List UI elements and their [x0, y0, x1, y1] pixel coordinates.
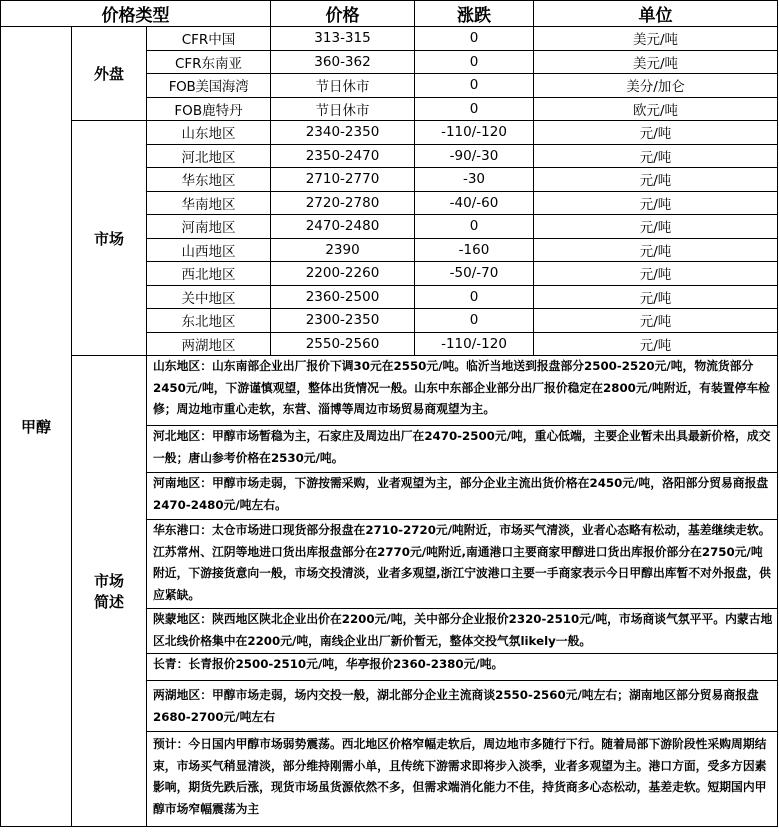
row-unit: 美元/吨: [534, 27, 778, 51]
summary-row: [1, 356, 778, 426]
row-unit: 元/吨: [534, 332, 778, 356]
row-price: 313-315: [271, 27, 415, 51]
row-name: 河北地区: [147, 144, 271, 168]
row-unit: 元/吨: [534, 309, 778, 333]
row-unit: 元/吨: [534, 285, 778, 309]
row-unit: 元/吨: [534, 262, 778, 286]
row-name: 西北地区: [147, 262, 271, 286]
row-change: 0: [415, 97, 534, 121]
row-name: 河南地区: [147, 215, 271, 239]
row-price: 2340-2350: [271, 121, 415, 145]
summary-forecast: 预计：今日国内甲醇市场弱势震荡。西北地区价格窄幅走软后，周边地市多随行下行。随着局部下游阶段性采购周期结束，市场买气稍显清淡，部分维持刚需小单，且传统下游需求即将步入淡季，业者多观望为主。港口方面，受多方因素影响，期货先跌后涨，现货市场虽货源依然不多，但需求端消化能力不佳，持货商多心态松动，基差走软。短期国内甲醇市场窄幅震荡为主: [147, 732, 778, 827]
summary-label-line2: 简述: [93, 593, 124, 611]
row-name: 华南地区: [147, 191, 271, 215]
row-name: 华东地区: [147, 168, 271, 192]
row-name: CFR东南亚: [147, 50, 271, 74]
row-price: 节日休市: [271, 74, 415, 98]
row-unit: 元/吨: [534, 121, 778, 145]
row-unit: 元/吨: [534, 168, 778, 192]
row-name: FOB鹿特丹: [147, 97, 271, 121]
row-change: 0: [415, 215, 534, 239]
header-row: [1, 1, 778, 27]
product-label: 甲醇: [1, 27, 72, 827]
header-unit: 单位: [534, 1, 778, 27]
market-group-label: 市场: [72, 121, 147, 356]
row-price: 360-362: [271, 50, 415, 74]
summary-hebei: 河北地区：甲醇市场暂稳为主，石家庄及周边出厂在2470-2500元/吨，重心低端，主要企业暂未出具最新价格，成交一般；唐山参考价格在2530元/吨。: [147, 426, 778, 473]
row-change: -110/-120: [415, 332, 534, 356]
row-change: 0: [415, 74, 534, 98]
outer-group-label: 外盘: [72, 27, 147, 121]
row-price: 2710-2770: [271, 168, 415, 192]
table-row: [1, 27, 778, 51]
summary-shandong: 山东地区：山东南部企业出厂报价下调30元在2550元/吨。临沂当地送到报盘部分2500-2520元/吨，物流货部分2450元/吨，下游谨慎观望，整体出货情况一般。山东中东部企业部分出厂报价稳定在2800元/吨附近，有装置停车检修；周边地市重心走软，东营、淄博等周边市场贸易商观望为主。: [147, 356, 778, 426]
row-name: CFR中国: [147, 27, 271, 51]
row-name: 关中地区: [147, 285, 271, 309]
row-change: 0: [415, 285, 534, 309]
row-change: -160: [415, 238, 534, 262]
row-price: 2390: [271, 238, 415, 262]
row-price: 节日休市: [271, 97, 415, 121]
row-change: 0: [415, 309, 534, 333]
row-price: 2360-2500: [271, 285, 415, 309]
summary-label-line1: 市场: [93, 572, 124, 590]
row-price: 2350-2470: [271, 144, 415, 168]
row-price: 2200-2260: [271, 262, 415, 286]
summary-changqing: 长青：长青报价2500-2510元/吨，华亭报价2360-2380元/吨。: [147, 654, 778, 681]
row-price: 2470-2480: [271, 215, 415, 239]
header-price: 价格: [271, 1, 415, 27]
row-price: 2720-2780: [271, 191, 415, 215]
row-unit: 欧元/吨: [534, 97, 778, 121]
row-change: 0: [415, 50, 534, 74]
table-row: [1, 121, 778, 145]
row-unit: 美元/吨: [534, 50, 778, 74]
summary-henan: 河南地区：甲醇市场走弱，下游按需采购，业者观望为主，部分企业主流出货价格在2450元/吨，洛阳部分贸易商报盘2470-2480元/吨左右。: [147, 473, 778, 520]
row-change: -50/-70: [415, 262, 534, 286]
row-name: 山西地区: [147, 238, 271, 262]
summary-huadong: 华东港口：太仓市场进口现货部分报盘在2710-2720元/吨附近，市场买气清淡，业者心态略有松动，基差继续走软。江苏常州、江阴等地进口货出库报盘部分在2770元/吨附近,南通港口主要商家甲醇进口货出库报价部分在2750元/吨附近，下游接货意向一般，市场交投清淡，业者多观望,浙江宁波港口主要一手商家表示今日甲醇出库暂不对外报盘，供应紧缺。: [147, 520, 778, 609]
row-unit: 元/吨: [534, 144, 778, 168]
row-price: 2300-2350: [271, 309, 415, 333]
row-name: FOB美国海湾: [147, 74, 271, 98]
summary-shaanxi: 陕蒙地区：陕西地区陕北企业出价在2200元/吨，关中部分企业报价2320-2510元/吨，市场商谈气氛平平。内蒙古地区北线价格集中在2200元/吨，南线企业出厂新价暂无，整体交投气氛likely一般。: [147, 609, 778, 654]
row-name: 东北地区: [147, 309, 271, 333]
summary-lianghu: 两湖地区：甲醇市场走弱，场内交投一般，湖北部分企业主流商谈2550-2560元/吨左右；湖南地区部分贸易商报盘2680-2700元/吨左右: [147, 681, 778, 732]
row-change: -110/-120: [415, 121, 534, 145]
row-change: -30: [415, 168, 534, 192]
row-unit: 元/吨: [534, 215, 778, 239]
row-unit: 美分/加仑: [534, 74, 778, 98]
row-unit: 元/吨: [534, 238, 778, 262]
row-price: 2550-2560: [271, 332, 415, 356]
header-change: 涨跌: [415, 1, 534, 27]
row-change: -90/-30: [415, 144, 534, 168]
row-change: -40/-60: [415, 191, 534, 215]
summary-group-label: [72, 356, 147, 827]
header-category: 价格类型: [1, 1, 271, 27]
row-change: 0: [415, 27, 534, 51]
row-name: 山东地区: [147, 121, 271, 145]
row-unit: 元/吨: [534, 191, 778, 215]
row-name: 两湖地区: [147, 332, 271, 356]
